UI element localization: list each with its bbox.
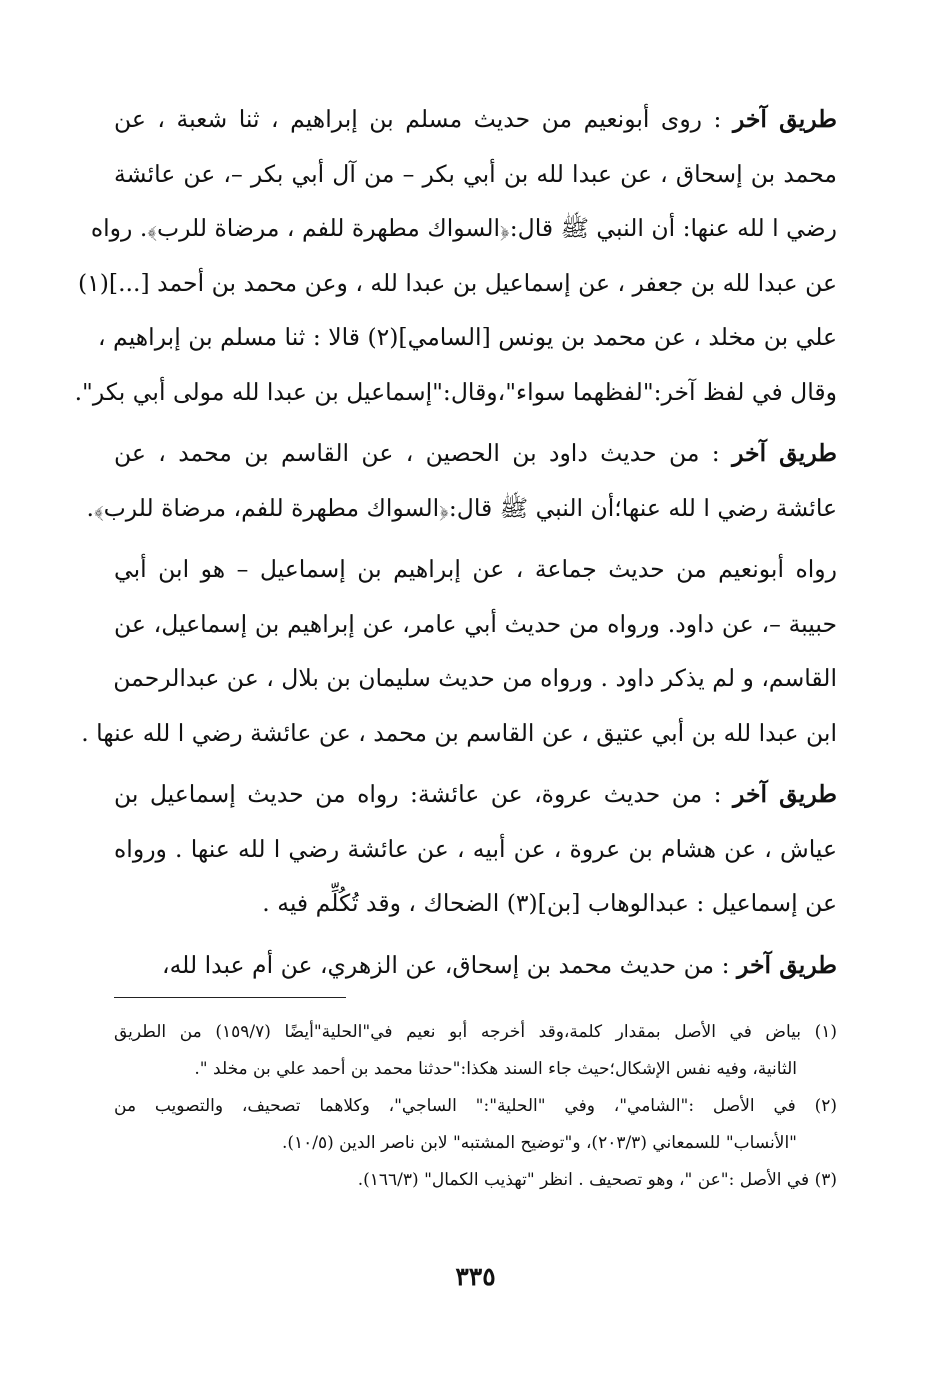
text-line — [81, 706, 837, 761]
text-line — [114, 597, 837, 652]
text-line — [90, 201, 837, 256]
footnotes — [114, 1014, 837, 1199]
line-text: عن عبدا لله بن جعفر ، عن إسماعيل بن عبدا لله ، وعن محمد بن أحمد [...](١) — [77, 268, 837, 297]
line-text: ابن عبدا لله بن أبي عتيق ، عن القاسم بن محمد ، عن عائشة رضي ا لله عنها . — [81, 718, 837, 747]
line-text: : من حديث عروة، عن عائشة: رواه من حديث إسماعيل بن — [114, 780, 722, 808]
main-text — [74, 92, 837, 992]
footnote-line: "الأنساب" للسمعاني (٢٠٣/٣)، و"توضيح المشتبه" لابن ناصر الدين (١٠/٥). — [281, 1133, 797, 1153]
line-text: رضي ا لله عنها: أن النبي ﷺ قال:﴿السواك مطهرة للفم ، مرضاة للرب﴾. رواه — [90, 214, 837, 242]
line-text: علي بن مخلد ، عن محمد بن يونس [السامي](٢) قالا : ثنا مسلم بن إبراهيم ، — [98, 323, 837, 351]
text-line — [114, 876, 837, 931]
line-text: عن إسماعيل : عبدالوهاب [بن](٣) الضحاك ، وقد تُكُلِّم فيه . — [262, 889, 837, 917]
section-heading: طريق آخر — [732, 439, 837, 467]
footnote-line: (٢) في الأصل :"الشامي"، وفي "الحلية":" الساجي"، وكلاهما تصحيف، والتصويب من — [114, 1096, 837, 1116]
line-text: حبيبة –، عن داود. ورواه من حديث أبي عامر، عن إبراهيم بن إسماعيل، عن — [114, 609, 837, 638]
line-text: عياش ، عن هشام بن عروة ، عن أبيه ، عن عائشة رضي ا لله عنها . ورواه — [114, 834, 837, 863]
text-line — [114, 542, 837, 597]
text-line — [114, 938, 837, 993]
line-text: : روى أبونعيم من حديث مسلم بن إبراهيم ، ثنا شعبة ، عن — [114, 105, 722, 133]
line-text: عائشة رضي ا لله عنها؛أن النبي ﷺ قال:﴿السواك مطهرة للفم، مرضاة للرب﴾. — [86, 493, 837, 522]
line-text: : من حديث داود بن الحصين ، عن القاسم بن محمد ، عن — [114, 439, 720, 467]
page-number: ٣٣٥ — [455, 1262, 496, 1291]
text-line — [114, 92, 837, 147]
footnote-line: (١) بياض في الأصل بمقدار كلمة،وقد أخرجه أبو نعيم في"الحلية"أيضًا (١٥٩/٧) من الطريق — [114, 1022, 837, 1042]
text-line — [114, 651, 837, 706]
text-line — [114, 822, 837, 877]
line-text: وقال في لفظ آخر:"لفظهما سواء"،وقال:"إسماعيل بن عبدا لله مولى أبي بكر". — [74, 377, 837, 406]
text-line — [98, 310, 837, 365]
text-line — [114, 767, 837, 822]
footnote-line: الثانية، وفيه نفس الإشكال؛حيث جاء السند هكذا:"حدثنا محمد بن أحمد علي بن مخلد ". — [194, 1059, 797, 1079]
footnote-separator — [114, 997, 346, 998]
line-text: محمد بن إسحاق ، عن عبدا لله بن أبي بكر – من آل أبي بكر –، عن عائشة — [114, 159, 837, 188]
line-text: رواه أبونعيم من حديث جماعة ، عن إبراهيم بن إسماعيل – هو ابن أبي — [114, 555, 837, 583]
text-line — [114, 426, 837, 481]
section-heading: طريق آخر — [736, 950, 837, 979]
footnote-line: (٣) في الأصل :"عن "، وهو تصحيف . انظر "تهذيب الكمال" (١٦٦/٣). — [357, 1170, 837, 1190]
text-line — [86, 481, 837, 536]
text-line — [114, 147, 837, 202]
section-heading: طريق آخر — [733, 780, 837, 808]
section-heading: طريق آخر — [732, 105, 837, 133]
text-line — [77, 256, 837, 311]
text-line — [74, 365, 837, 420]
line-text: القاسم، و لم يذكر داود . ورواه من حديث سليمان بن بلال ، عن عبدالرحمن — [113, 664, 837, 692]
line-text: : من حديث محمد بن إسحاق، عن الزهري، عن أم عبدا لله، — [161, 950, 730, 979]
